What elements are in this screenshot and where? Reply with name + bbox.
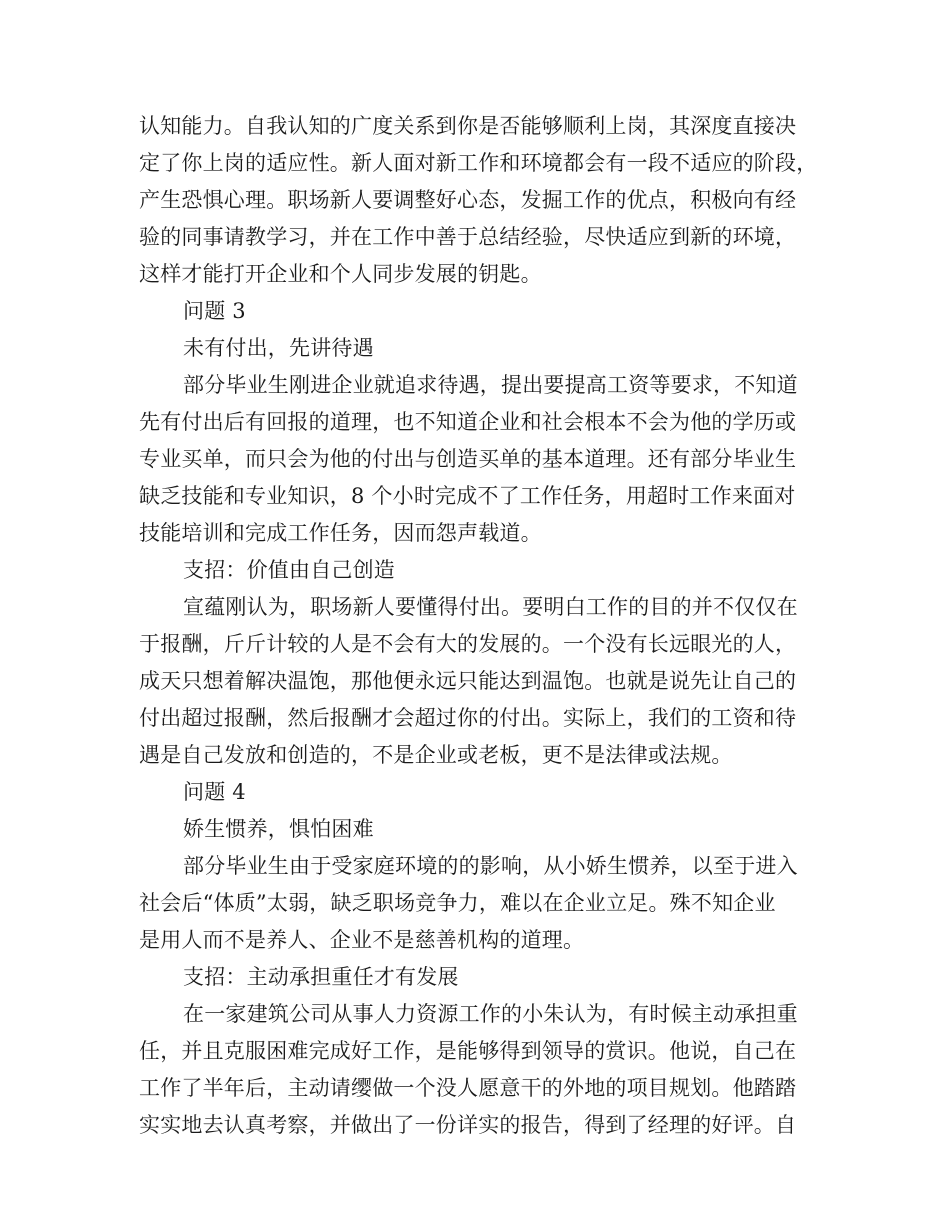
paragraph-line: 遇是自己发放和创造的，不是企业或老板，更不是法律或法规。 xyxy=(139,743,733,767)
advice-heading: 支招：价值由自己创造 xyxy=(183,558,395,582)
section-heading-problem-3: 问题 3 xyxy=(183,299,246,323)
paragraph-line: 认知能力。自我认知的广度关系到你是否能够顺利上岗，其深度直接决 xyxy=(139,114,797,138)
paragraph-line: 于报酬，斤斤计较的人是不会有大的发展的。一个没有长远眼光的人， xyxy=(139,632,797,656)
article-body xyxy=(139,108,819,1144)
paragraph-line: 先有付出后有回报的道理，也不知道企业和社会根本不会为他的学历或 xyxy=(139,410,797,434)
paragraph-line: 付出超过报酬，然后报酬才会超过你的付出。实际上，我们的工资和待 xyxy=(139,706,797,730)
paragraph-line: 宣蕴刚认为，职场新人要懂得付出。要明白工作的目的并不仅仅在 xyxy=(183,595,798,619)
paragraph-line: 验的同事请教学习，并在工作中善于总结经验，尽快适应到新的环境， xyxy=(139,225,797,249)
paragraph-line: 这样才能打开企业和个人同步发展的钥匙。 xyxy=(139,262,542,286)
paragraph-line: 任，并且克服困难完成好工作，是能够得到领导的赏识。他说，自己在 xyxy=(139,1039,797,1063)
paragraph-line: 部分毕业生由于受家庭环境的的影响，从小娇生惯养，以至于进入 xyxy=(183,854,798,878)
paragraph-line: 在一家建筑公司从事人力资源工作的小朱认为，有时候主动承担重 xyxy=(183,1002,798,1026)
advice-heading: 支招：主动承担重任才有发展 xyxy=(183,965,459,989)
paragraph-line: 实实地去认真考察，并做出了一份详实的报告，得到了经理的好评。自 xyxy=(139,1113,797,1137)
paragraph-line: 缺乏技能和专业知识，8 个小时完成不了工作任务，用超时工作来面对 xyxy=(139,484,796,508)
section-heading-problem-4: 问题 4 xyxy=(183,780,246,804)
section-subtitle: 娇生惯养，惧怕困难 xyxy=(183,817,374,841)
paragraph-line: 工作了半年后，主动请缨做一个没人愿意干的外地的项目规划。他踏踏 xyxy=(139,1076,797,1100)
section-subtitle: 未有付出，先讲待遇 xyxy=(183,336,374,360)
paragraph-line: 成天只想着解决温饱，那他便永远只能达到温饱。也就是说先让自己的 xyxy=(139,669,797,693)
paragraph-line: 定了你上岗的适应性。新人面对新工作和环境都会有一段不适应的阶段， xyxy=(139,151,818,175)
paragraph-line: 社会后“体质”太弱，缺乏职场竞争力，难以在企业立足。殊不知企业 xyxy=(139,891,776,915)
paragraph-line: 部分毕业生刚进企业就追求待遇，提出要提高工资等要求，不知道 xyxy=(183,373,798,397)
paragraph-line: 专业买单，而只会为他的付出与创造买单的基本道理。还有部分毕业生 xyxy=(139,447,797,471)
paragraph-line: 技能培训和完成工作任务，因而怨声载道。 xyxy=(139,521,542,545)
paragraph-line: 是用人而不是养人、企业不是慈善机构的道理。 xyxy=(139,928,585,952)
paragraph-line: 产生恐惧心理。职场新人要调整好心态，发掘工作的优点，积极向有经 xyxy=(139,188,797,212)
